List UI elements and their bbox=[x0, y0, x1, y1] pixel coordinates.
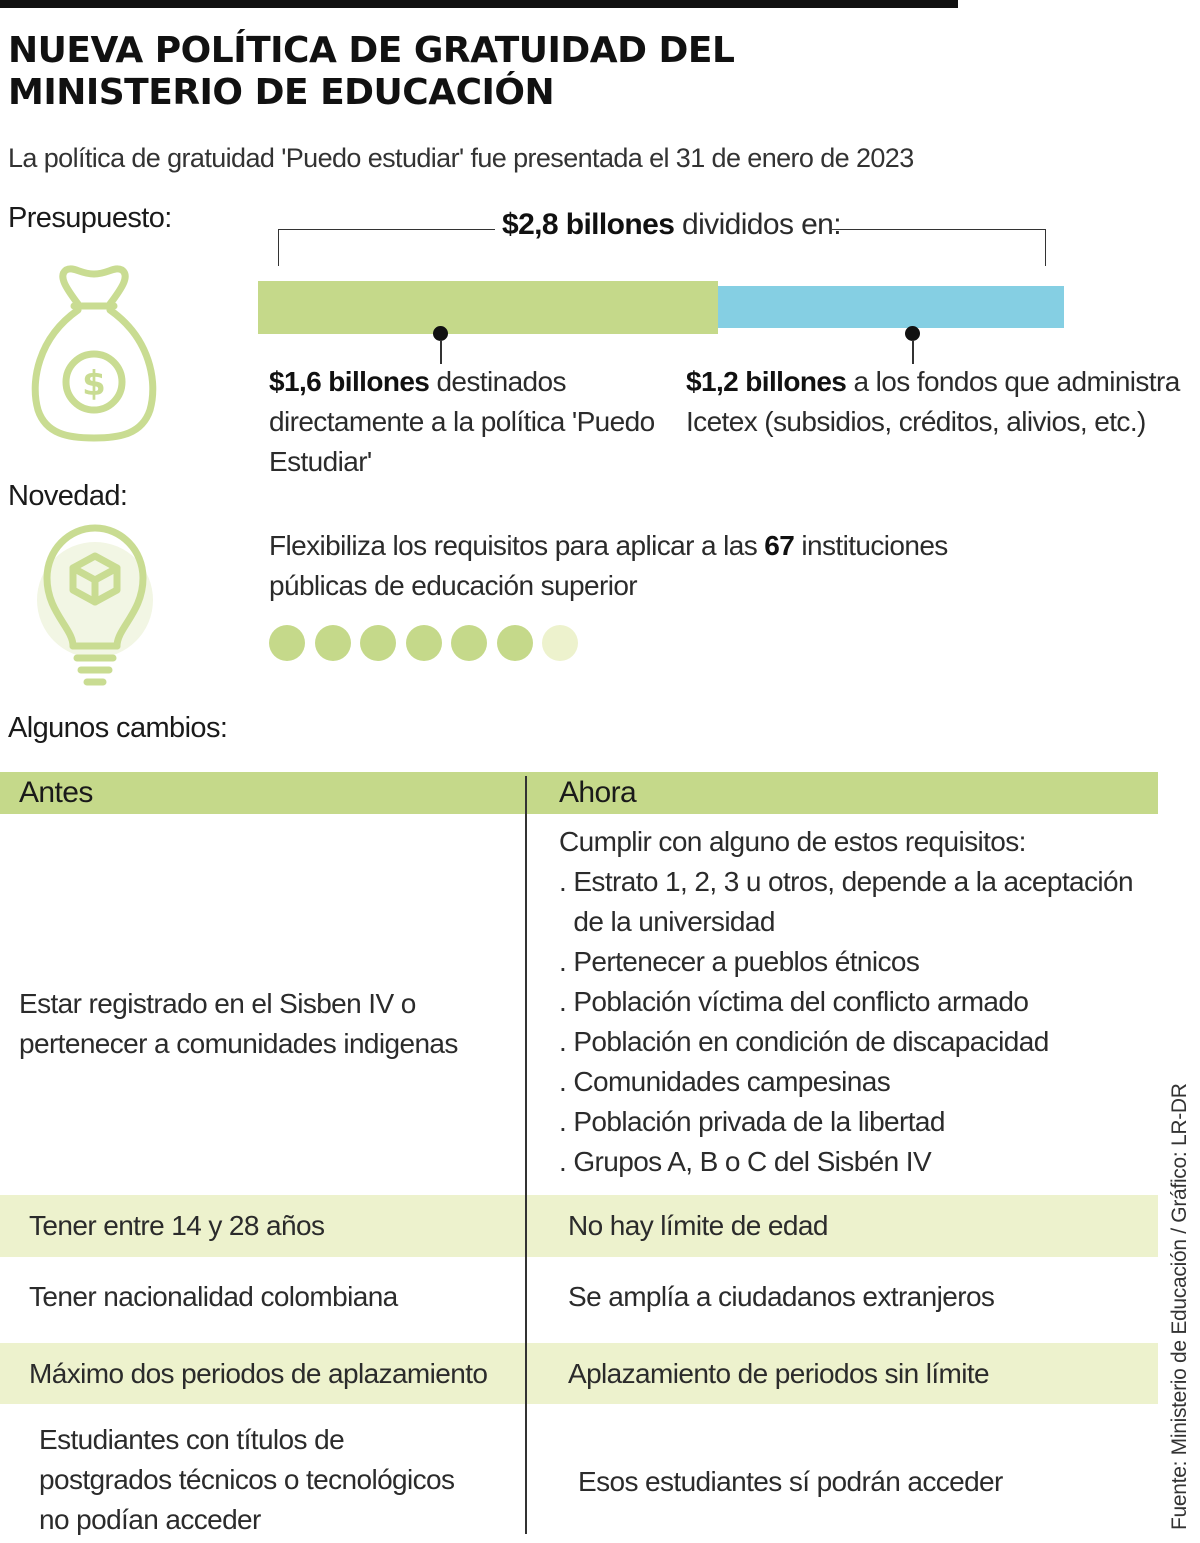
row3-before: Tener nacionalidad colombiana bbox=[29, 1281, 398, 1312]
total-bracket-right bbox=[832, 229, 1046, 266]
header-ahora: Ahora bbox=[559, 776, 637, 809]
dot-filled bbox=[360, 625, 396, 661]
dot-empty bbox=[542, 625, 578, 661]
row1-before: Estar registrado en el Sisben IV o pertenecer a comunidades indigenas bbox=[19, 988, 458, 1059]
row4-now: Aplazamiento de periodos sin límite bbox=[568, 1358, 990, 1389]
institutions-dots bbox=[269, 625, 589, 661]
header-antes: Antes bbox=[19, 776, 93, 809]
lightbulb-icon bbox=[33, 520, 157, 690]
column-divider bbox=[525, 776, 527, 1534]
budget-bar-puedo-estudiar bbox=[258, 281, 718, 334]
requirement-item: . Población privada de la libertad bbox=[559, 1106, 945, 1137]
budget-section-label: Presupuesto: bbox=[8, 202, 172, 234]
pointer-line-part1 bbox=[440, 340, 442, 364]
requirement-item: . Pertenecer a pueblos étnicos bbox=[559, 946, 920, 977]
requirement-item: . Grupos A, B o C del Sisbén IV bbox=[559, 1146, 932, 1177]
money-bag-icon bbox=[28, 262, 160, 444]
top-rule bbox=[0, 0, 958, 8]
row3-now: Se amplía a ciudadanos extranjeros bbox=[568, 1281, 995, 1312]
novelty-section-label: Novedad: bbox=[8, 480, 128, 512]
requirement-item: de la universidad bbox=[559, 906, 775, 937]
pointer-line-part2 bbox=[912, 340, 914, 364]
row2-before: Tener entre 14 y 28 años bbox=[29, 1210, 325, 1241]
row4-before: Máximo dos periodos de aplazamiento bbox=[29, 1358, 488, 1389]
budget-bar-icetex bbox=[718, 286, 1064, 328]
requirement-item: . Estrato 1, 2, 3 u otros, depende a la aceptación bbox=[559, 866, 1133, 897]
requirement-item: . Población en condición de discapacidad bbox=[559, 1026, 1049, 1057]
dot-filled bbox=[451, 625, 487, 661]
budget-part1-text: $1,6 billones destinados directamente a la política 'Puedo Estudiar' bbox=[269, 366, 655, 477]
dot-filled bbox=[269, 625, 305, 661]
total-bracket-left bbox=[278, 229, 495, 266]
svg-text:$: $ bbox=[82, 364, 106, 404]
novelty-text: Flexibiliza los requisitos para aplicar a las 67 instituciones públicas de educación superior bbox=[269, 530, 948, 601]
dot-filled bbox=[315, 625, 351, 661]
changes-section-label: Algunos cambios: bbox=[8, 712, 228, 744]
requirements-list bbox=[559, 862, 1139, 1182]
row1-now bbox=[559, 822, 1139, 1182]
pointer-dot-part2 bbox=[905, 326, 920, 341]
page-title: NUEVA POLÍTICA DE GRATUIDAD DEL MINISTERIO DE EDUCACIÓN bbox=[8, 30, 735, 113]
total-budget-label: $2,8 billones divididos en: bbox=[502, 208, 841, 241]
requirement-item: . Población víctima del conflicto armado bbox=[559, 986, 1029, 1017]
requirement-item: . Comunidades campesinas bbox=[559, 1066, 891, 1097]
dot-filled bbox=[497, 625, 533, 661]
subtitle: La política de gratuidad 'Puedo estudiar' fue presentada el 31 de enero de 2023 bbox=[8, 143, 914, 173]
row5-before: Estudiantes con títulos de postgrados técnicos o tecnológicos no podían acceder bbox=[39, 1424, 455, 1535]
pointer-dot-part1 bbox=[433, 326, 448, 341]
row5-now: Esos estudiantes sí podrán acceder bbox=[578, 1466, 1003, 1497]
row2-now: No hay límite de edad bbox=[568, 1210, 828, 1241]
row1-now-intro: Cumplir con alguno de estos requisitos: bbox=[559, 826, 1026, 857]
dot-filled bbox=[406, 625, 442, 661]
budget-part2-text: $1,2 billones a los fondos que administra Icetex (subsidios, créditos, alivios, etc.) bbox=[686, 366, 1180, 437]
source-credit: Fuente: Ministerio de Educación / Gráfico: LR-DR bbox=[1168, 1083, 1191, 1530]
